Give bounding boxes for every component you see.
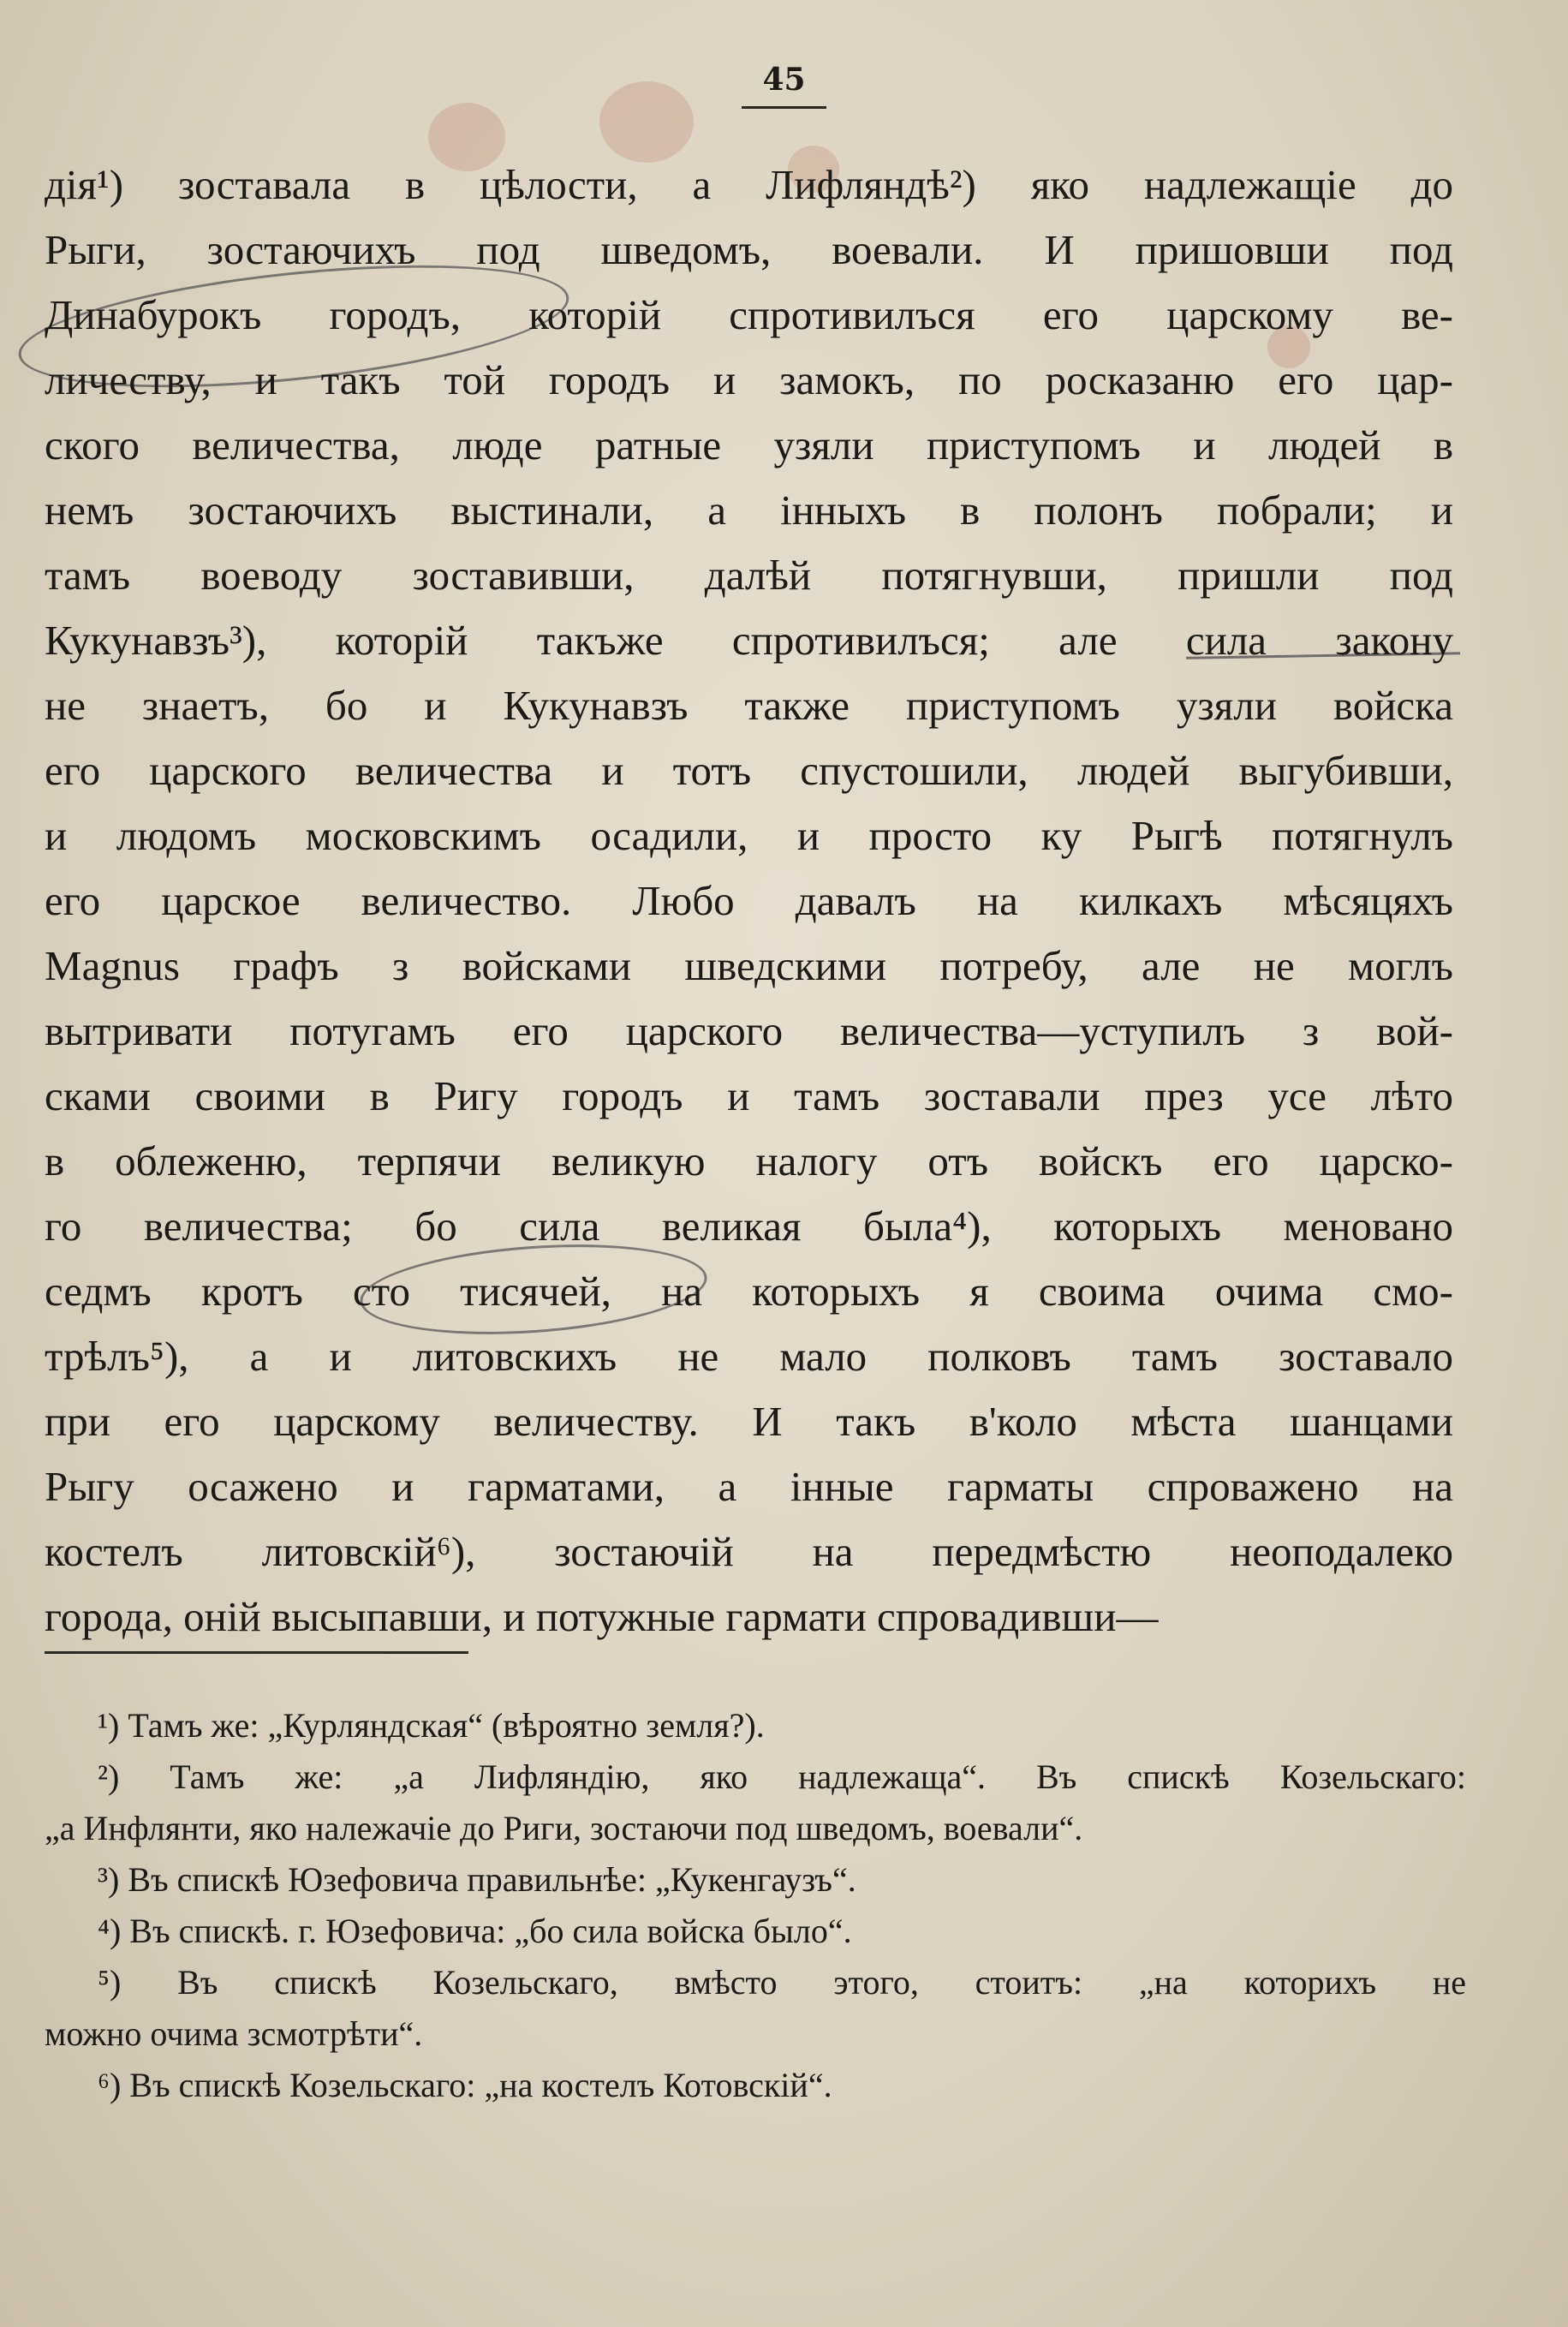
text-line: дія¹) зоставала в цѣлости, а Лифляндѣ²) яко надлежащіе до [45,161,1453,208]
main-text [45,152,1453,1650]
footnote: ²) Тамъ же: „а Лифляндію, яко надлежаща“. Въ спискѣ Козельскаго: [98,1757,1466,1796]
text-line: и людомъ московскимъ осадили, и просто ку Рыгѣ потягнулъ [45,812,1453,859]
text-line: тамъ воеводу зоставивши, далѣй потягнувши, пришли под [45,552,1453,599]
text-line: Magnus графъ з войсками шведскими потребу, але не моглъ [45,942,1453,989]
text-line: седмъ кротъ сто тисячей, на которыхъ я своима очима смо- [45,1268,1453,1315]
text-line: Рыгу осажено и гарматами, а інные гарматы спроважено на [45,1463,1453,1510]
text-line: Кукунавзъ³), которій такъже спротивилъся; але сила закону [45,617,1453,664]
footnote: ⁶) Въ спискѣ Козельскаго: „на костелъ Котовскій“. [98,2066,832,2104]
text-line: его царское величество. Любо давалъ на килкахъ мѣсяцяхъ [45,877,1453,924]
footnote-divider [45,1651,468,1654]
text-line: костелъ литовскій⁶), зостаючій на передмѣстю неоподалеко [45,1528,1453,1575]
footnote: ⁵) Въ спискѣ Козельскаго, вмѣсто этого, стоитъ: „на которихъ не [98,1963,1466,2002]
text-line: в облеженю, терпячи великую налогу отъ войскъ его царско- [45,1137,1453,1184]
text-line: его царского величества и тотъ спустошили, людей выгубивши, [45,747,1453,794]
text-line: не знаетъ, бо и Кукунавзъ также приступомъ узяли войска [45,682,1453,729]
footnote: ⁴) Въ спискѣ. г. Юзефовича: „бо сила войска было“. [98,1912,852,1950]
footnote: ¹) Тамъ же: „Курляндская“ (вѣроятно земля?). [98,1706,765,1745]
text-line: личеству, и такъ той городъ и замокъ, по росказаню его цар- [45,356,1453,403]
footnote: ³) Въ спискѣ Юзефовича правильнѣе: „Кукенгаузъ“. [98,1860,856,1899]
text-line: немъ зостаючихъ выстинали, а інныхъ в полонъ побрали; и [45,486,1453,534]
page-number-area [0,62,1568,109]
text-line: Динабурокъ городъ, которій спротивилъся его царскому ве- [45,291,1453,338]
footnotes [45,1700,1466,2111]
text-line: трѣлъ⁵), а и литовскихъ не мало полковъ тамъ зоставало [45,1333,1453,1380]
page-number: 45 [742,62,826,109]
text-line: вытривати потугамъ его царского величества—уступилъ з вой- [45,1007,1453,1054]
footnote-continuation: „а Инфлянти, яко належачіе до Риги, зостаючи под шведомъ, воевали“. [45,1809,1083,1847]
text-line: ского величества, люде ратные узяли приступомъ и людей в [45,421,1453,468]
text-line: города, оній высыпавши, и потужные гармати спровадивши— [45,1593,1159,1640]
text-line: го величества; бо сила великая была⁴), которыхъ меновано [45,1202,1453,1250]
footnote-continuation: можно очима зсмотрѣти“. [45,2014,423,2053]
text-line: Рыги, зостаючихъ под шведомъ, воевали. И пришовши под [45,226,1453,273]
text-line: сками своими в Ригу городъ и тамъ зоставали през усе лѣто [45,1072,1453,1119]
text-line: при его царскому величеству. И такъ в'коло мѣста шанцами [45,1398,1453,1445]
